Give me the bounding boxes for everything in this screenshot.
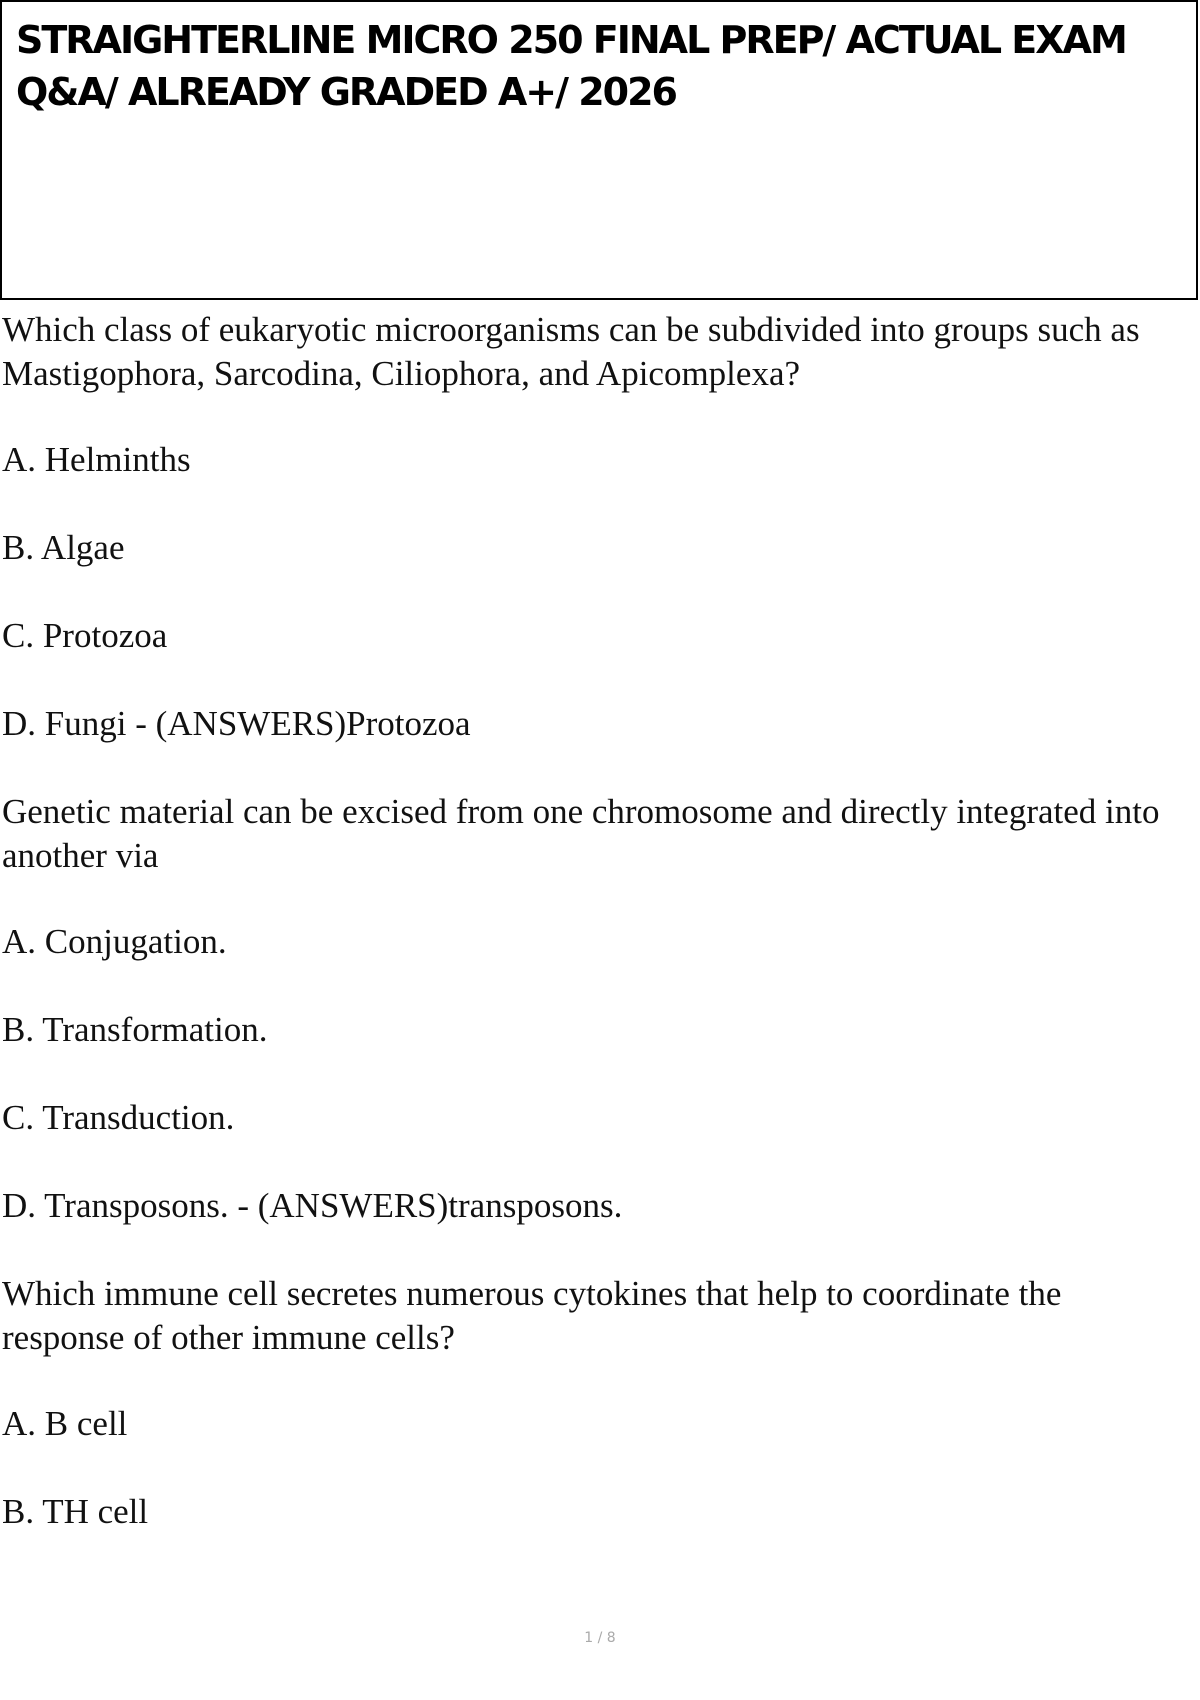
answer-option: C. Protozoa <box>2 616 168 655</box>
title-box <box>0 0 1198 300</box>
document-title: STRAIGHTERLINE MICRO 250 FINAL PREP/ ACTUAL EXAM Q&A/ ALREADY GRADED A+/ 2026 <box>16 18 1126 114</box>
question-text: Which immune cell secretes numerous cytokines that help to coordinate the response of other immune cells? <box>2 1274 1062 1357</box>
answer-option: B. Algae <box>2 528 125 567</box>
answer-option: B. Transformation. <box>2 1010 268 1049</box>
answer-option: D. Transposons. - (ANSWERS)transposons. <box>2 1186 623 1225</box>
answer-option: A. Helminths <box>2 440 191 479</box>
answer-option: B. TH cell <box>2 1492 149 1531</box>
document-body <box>2 308 1192 1578</box>
question-text: Which class of eukaryotic microorganisms can be subdivided into groups such as Mastigophora, Sarcodina, Ciliophora, and Apicomplexa? <box>2 310 1140 393</box>
answer-option: D. Fungi - (ANSWERS)Protozoa <box>2 704 471 743</box>
answer-option: C. Transduction. <box>2 1098 235 1137</box>
answer-option: A. B cell <box>2 1404 128 1443</box>
question-text: Genetic material can be excised from one chromosome and directly integrated into another via <box>2 792 1160 875</box>
answer-option: A. Conjugation. <box>2 922 227 961</box>
page-number: 1 / 8 <box>584 1630 616 1646</box>
